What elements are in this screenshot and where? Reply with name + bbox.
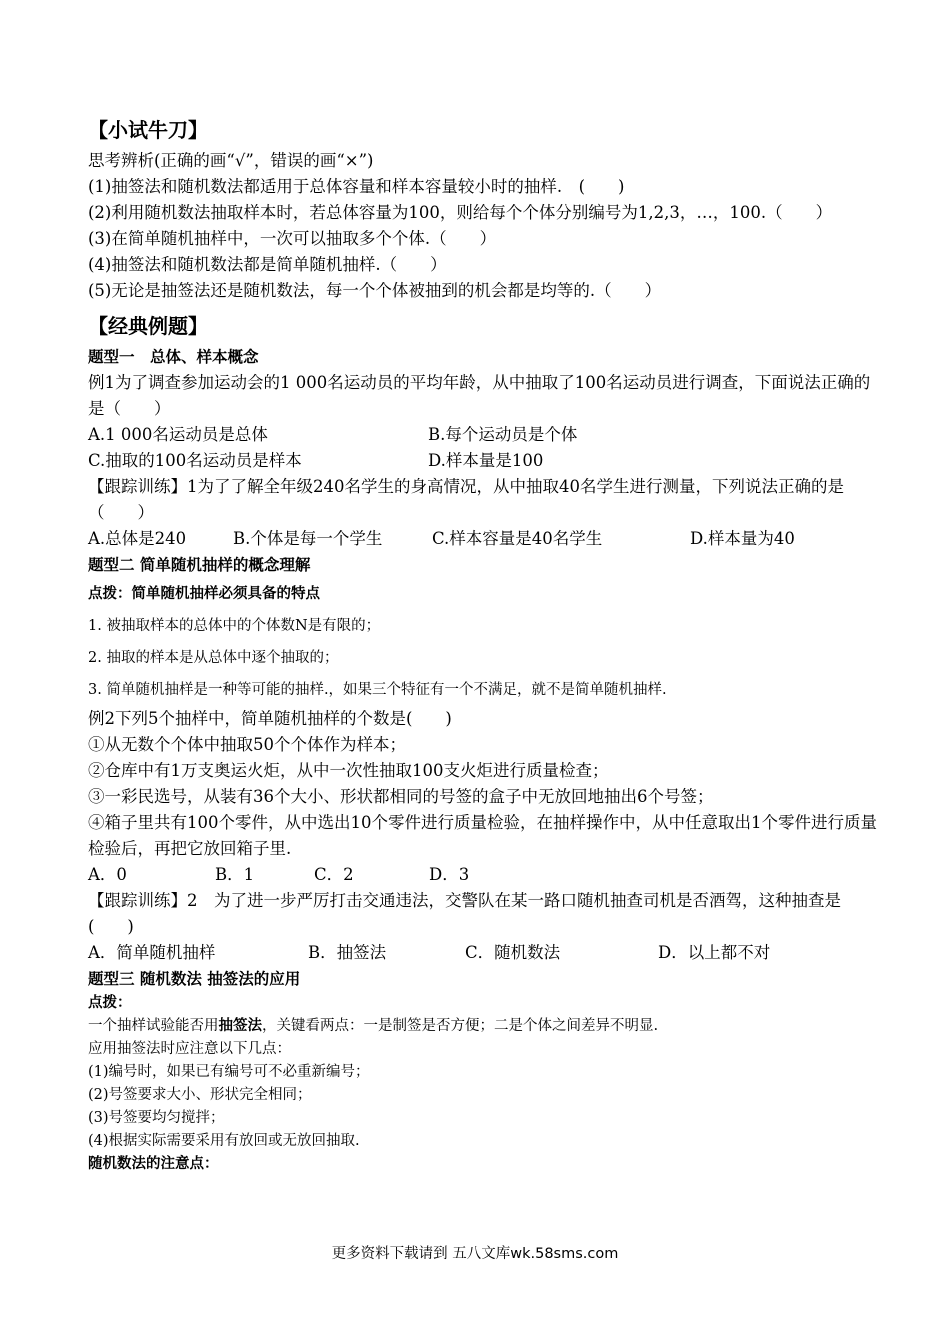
example-2: 例2下列5个抽样中，简单随机抽样的个数是( ) bbox=[88, 709, 452, 728]
page-footer: 更多资料下载请到 五八文库wk.58sms.com bbox=[331, 1246, 619, 1262]
option-d: D.样本量为40 bbox=[690, 529, 795, 548]
example-2-item-2: ②仓库中有1万支奥运火炬，从中一次性抽取100支火炬进行质量检查； bbox=[88, 761, 609, 780]
option-b: B.个体是每一个学生 bbox=[233, 529, 383, 548]
training-2-options bbox=[88, 940, 878, 966]
section-title-examples: 【经典例题】 bbox=[88, 314, 208, 338]
training-1: 【跟踪训练】1为了了解全年级240名学生的身高情况，从中抽取40名学生进行测量，下列说法正确的是（ ） bbox=[88, 477, 844, 522]
example-1: 例1为了调查参加运动会的1 000名运动员的平均年龄，从中抽取了100名运动员进行调查，下面说法正确的是（ ） bbox=[88, 373, 871, 418]
type1-heading: 题型一 总体、样本概念 bbox=[88, 348, 259, 366]
option-a: A．简单随机抽样 bbox=[88, 943, 216, 962]
tip-3-item-2: (2)号签要求大小、形状完全相同； bbox=[88, 1087, 312, 1103]
option-a: A．0 bbox=[88, 865, 127, 884]
tip-3-line-2: 应用抽签法时应注意以下几点： bbox=[88, 1041, 291, 1057]
tip-3-item-4: (4)根据实际需要采用有放回或无放回抽取. bbox=[88, 1133, 360, 1149]
option-b: B．抽签法 bbox=[308, 943, 387, 962]
tip-title-2: 点拨：简单随机抽样必须具备的特点 bbox=[88, 586, 320, 602]
tip-3-line-1-c: ，关键看两点：一是制签是否方便；二是个体之间差异不明显. bbox=[262, 1018, 659, 1034]
tip-3-line-1-a: 一个抽样试验能否用 bbox=[88, 1018, 219, 1034]
intro-line: 思考辨析(正确的画“√”，错误的画“×”) bbox=[88, 151, 374, 170]
tip-title-3: 点拨： bbox=[88, 995, 132, 1011]
tip-3-line-1 bbox=[88, 1015, 878, 1038]
example-2-item-1: ①从无数个个体中抽取50个个体作为样本； bbox=[88, 735, 406, 754]
example-1-options-row2 bbox=[88, 448, 878, 474]
tip-2-item-1: 1. 被抽取样本的总体中的个体数N是有限的； bbox=[88, 618, 381, 634]
judge-item-2: (2)利用随机数法抽取样本时，若总体容量为100，则给每个个体分别编号为1,2,3，…，100.（ ） bbox=[88, 203, 833, 222]
option-d: D．以上都不对 bbox=[658, 943, 771, 962]
type2-heading: 题型二 简单随机抽样的概念理解 bbox=[88, 556, 311, 574]
option-b: B.每个运动员是个体 bbox=[428, 425, 578, 444]
document-page bbox=[88, 112, 878, 1176]
example-2-item-3: ③一彩民选号，从装有36个大小、形状都相同的号签的盒子中无放回地抽出6个号签； bbox=[88, 787, 714, 806]
option-d: D.样本量是100 bbox=[428, 451, 544, 470]
option-b: B．1 bbox=[215, 865, 255, 884]
option-c: C.抽取的100名运动员是样本 bbox=[88, 451, 302, 470]
type3-heading: 题型三 随机数法 抽签法的应用 bbox=[88, 970, 301, 988]
option-c: C．随机数法 bbox=[465, 943, 561, 962]
option-a: A.1 000名运动员是总体 bbox=[88, 425, 268, 444]
section-title-practice: 【小试牛刀】 bbox=[88, 118, 208, 142]
tip-3-item-3: (3)号签要均匀搅拌； bbox=[88, 1110, 225, 1126]
judge-item-5: (5)无论是抽签法还是随机数法，每一个个体被抽到的机会都是均等的.（ ） bbox=[88, 281, 662, 300]
example-2-options bbox=[88, 862, 878, 888]
judge-item-3: (3)在简单随机抽样中，一次可以抽取多个个体.（ ） bbox=[88, 229, 497, 248]
example-2-item-4: ④箱子里共有100个零件，从中选出10个零件进行质量检验，在抽样操作中，从中任意取出1个零件进行质量检验后，再把它放回箱子里. bbox=[88, 813, 877, 858]
training-1-options bbox=[88, 526, 878, 552]
option-d: D．3 bbox=[429, 865, 470, 884]
judge-item-4: (4)抽签法和随机数法都是简单随机抽样.（ ） bbox=[88, 255, 447, 274]
option-c: C．2 bbox=[314, 865, 354, 884]
tip-2-item-2: 2. 抽取的样本是从总体中逐个抽取的； bbox=[88, 650, 339, 666]
judge-item-1: (1)抽签法和随机数法都适用于总体容量和样本容量较小时的抽样. ( ) bbox=[88, 177, 625, 196]
option-a: A.总体是240 bbox=[88, 529, 187, 548]
tip-3-line-1-b: 抽签法 bbox=[218, 1018, 262, 1034]
example-1-options-row1 bbox=[88, 422, 878, 448]
random-number-note-title: 随机数法的注意点： bbox=[88, 1156, 219, 1172]
tip-2-item-3: 3. 简单随机抽样是一种等可能的抽样.，如果三个特征有一个不满足，就不是简单随机抽样. bbox=[88, 682, 667, 698]
option-c: C.样本容量是40名学生 bbox=[432, 529, 603, 548]
training-2: 【跟踪训练】2 为了进一步严厉打击交通违法，交警队在某一路口随机抽查司机是否酒驾，这种抽查是( ) bbox=[88, 891, 841, 936]
tip-3-item-1: (1)编号时，如果已有编号可不必重新编号； bbox=[88, 1064, 370, 1080]
